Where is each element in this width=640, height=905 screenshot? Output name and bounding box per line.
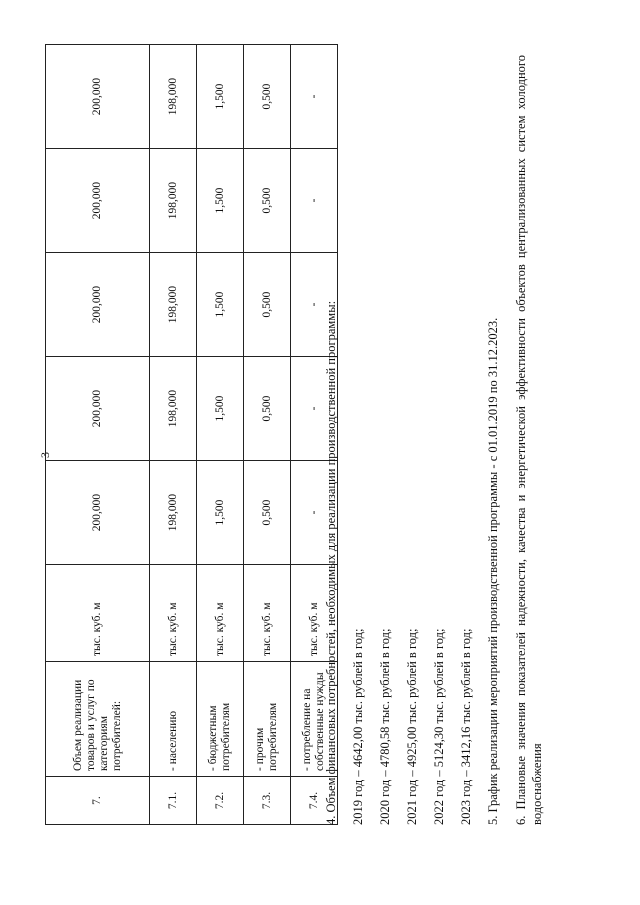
value-cell: 200,000 bbox=[46, 149, 150, 253]
value-cell: - bbox=[291, 149, 338, 253]
row-number: 7.3. bbox=[244, 777, 291, 825]
consumer-category: - прочим потребителям bbox=[244, 662, 291, 777]
value-cell: 198,000 bbox=[150, 461, 197, 565]
value-cell: 200,000 bbox=[46, 357, 150, 461]
paragraph-indicators: 6. Плановые значения показателей надежности, качества и энергетической эффективности объектов централизованных систем холодного водоснабжения bbox=[514, 55, 544, 825]
row-number: 7.4. bbox=[291, 777, 338, 825]
value-cell: 200,000 bbox=[46, 461, 150, 565]
value-cell: 1,500 bbox=[197, 149, 244, 253]
row-number: 7.1. bbox=[150, 777, 197, 825]
value-cell: 198,000 bbox=[150, 45, 197, 149]
consumer-category: - потребление на собственные нужды bbox=[291, 662, 338, 777]
value-cell: 200,000 bbox=[46, 253, 150, 357]
program-text bbox=[318, 55, 545, 855]
value-cell: 0,500 bbox=[244, 45, 291, 149]
row-number: 7.2. bbox=[197, 777, 244, 825]
value-cell: - bbox=[291, 357, 338, 461]
page-number: 3 bbox=[38, 452, 52, 458]
consumer-category: Объем реализации товаров и услуг по категориям потребителей: bbox=[46, 662, 150, 777]
row-number: 7. bbox=[46, 777, 150, 825]
value-cell: 1,500 bbox=[197, 357, 244, 461]
value-cell: 0,500 bbox=[244, 461, 291, 565]
year-line: 2019 год – 4642,00 тыс. рублей в год; bbox=[351, 628, 365, 825]
table-row bbox=[150, 45, 197, 825]
value-cell: 1,500 bbox=[197, 461, 244, 565]
table-row bbox=[244, 45, 291, 825]
consumer-category: - бюджетным потребителям bbox=[197, 662, 244, 777]
table-row bbox=[197, 45, 244, 825]
unit-cell: тыс. куб. м bbox=[291, 565, 338, 662]
value-cell: - bbox=[291, 45, 338, 149]
value-cell: 0,500 bbox=[244, 149, 291, 253]
year-line: 2021 год – 4925,00 тыс. рублей в год; bbox=[405, 628, 419, 825]
year-line: 2022 год – 5124,30 тыс. рублей в год; bbox=[432, 628, 446, 825]
table-row bbox=[46, 45, 150, 825]
unit-cell: тыс. куб. м bbox=[150, 565, 197, 662]
value-cell: 1,500 bbox=[197, 45, 244, 149]
paragraph-schedule: 5. График реализации мероприятий производственной программы - с 01.01.2019 по 31.12.2023. bbox=[486, 317, 500, 825]
value-cell: 198,000 bbox=[150, 149, 197, 253]
value-cell: - bbox=[291, 461, 338, 565]
production-program-table bbox=[45, 44, 338, 825]
value-cell: 198,000 bbox=[150, 357, 197, 461]
year-line: 2023 год – 3412,16 тыс. рублей в год; bbox=[459, 628, 473, 825]
value-cell: 198,000 bbox=[150, 253, 197, 357]
year-line: 2020 год – 4780,58 тыс. рублей в год; bbox=[378, 628, 392, 825]
unit-cell: тыс. куб. м bbox=[46, 565, 150, 662]
value-cell: 1,500 bbox=[197, 253, 244, 357]
consumer-category: - населению bbox=[150, 662, 197, 777]
value-cell: 0,500 bbox=[244, 357, 291, 461]
value-cell: - bbox=[291, 253, 338, 357]
paragraph-financial-needs: 4. Объем финансовых потребностей, необходимых для реализации производственной программы: bbox=[324, 300, 338, 825]
unit-cell: тыс. куб. м bbox=[244, 565, 291, 662]
value-cell: 200,000 bbox=[46, 45, 150, 149]
value-cell: 0,500 bbox=[244, 253, 291, 357]
unit-cell: тыс. куб. м bbox=[197, 565, 244, 662]
